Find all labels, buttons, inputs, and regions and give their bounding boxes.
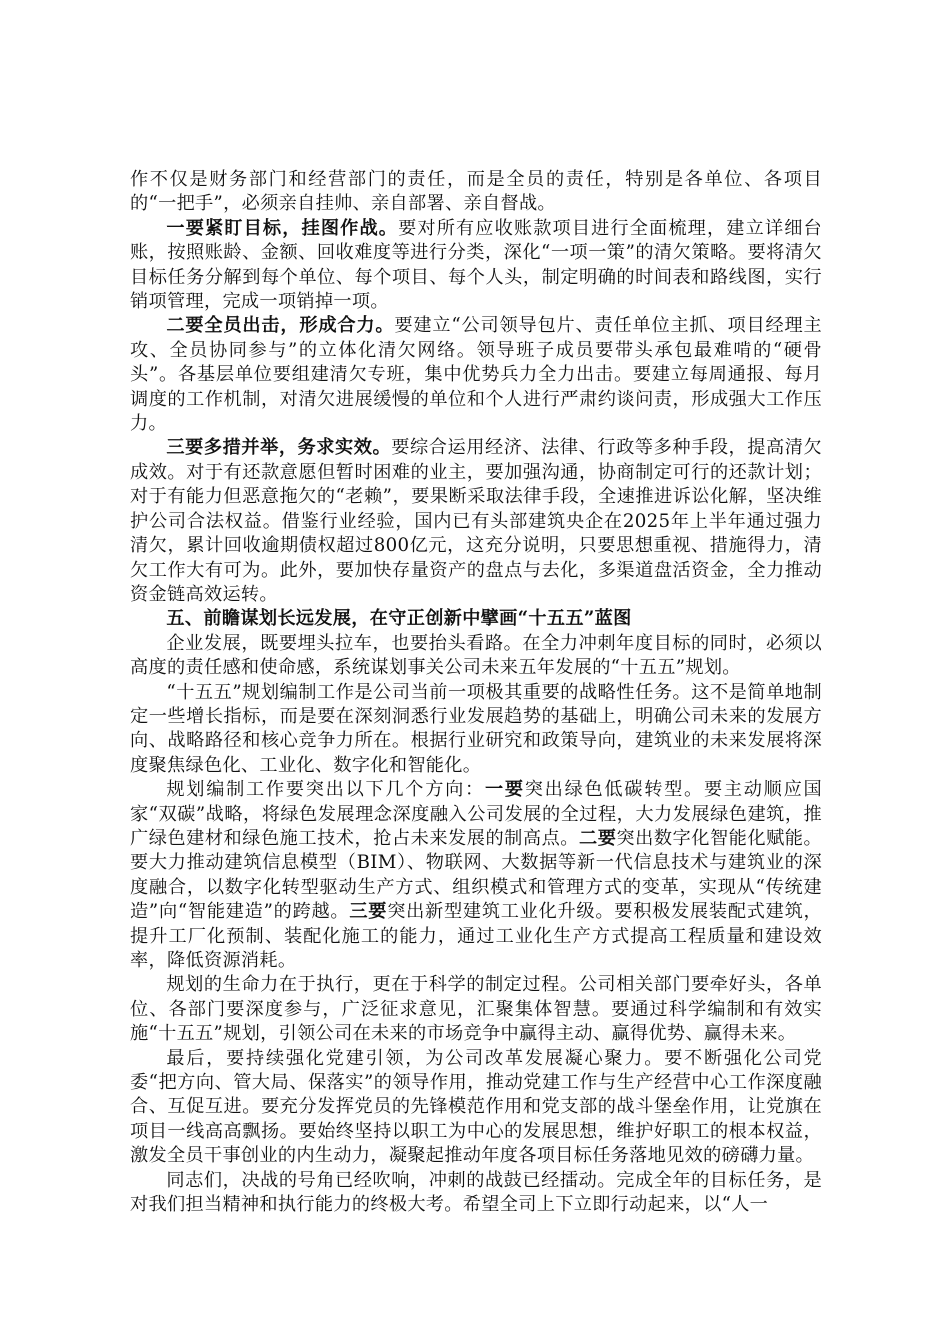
paragraph-all-staff [130, 314, 822, 436]
section-heading-5: 五、前瞻谋划长远发展，在守正创新中擘画“十五五”蓝图 [166, 608, 632, 630]
paragraph-plan-task: “十五五”规划编制工作是公司当前一项极其重要的战略性任务。这不是简单地制定一些增长指标，而是要在深刻洞悉行业发展趋势的基础上，明确公司未来的发展方向、战略路径和核心竞争力所在。根据行业研究和政策导向，建筑业的未来发展将深度聚焦绿色化、工业化、数字化和智能化。 [130, 681, 822, 776]
paragraph-closing: 同志们，决战的号角已经吹响，冲刺的战鼓已经擂动。完成全年的目标任务，是对我们担当精神和执行能力的终极大考。希望全司上下立即行动起来，以“人一 [130, 1169, 822, 1216]
paragraph-plan-directions [130, 778, 822, 973]
point-body-3: 要综合运用经济、法律、行政等多种手段，提高清欠成效。对于有还款意愿但暂时困难的业主，要加强沟通，协商制定可行的还款计划；对于有能力但恶意拖欠的“老赖”，要果断采取法律手段，全速推进诉讼化解，坚决维护公司合法权益。借鉴行业经验，国内已有头部建筑央企在2025年上半年通过强力清欠，累计回收逾期债权超过800亿元，这充分说明，只要思想重视、措施得力，清欠工作大有可为。此外，要加快存量资产的盘点与去化，多渠道盘活资金，全力推动资金链高效运转。 [130, 437, 822, 605]
direction-lead-3: 三要 [349, 901, 388, 923]
point-lead-2: 二要全员出击，形成合力。 [166, 315, 395, 337]
document-page [130, 168, 822, 1217]
directions-intro: 规划编制工作要突出以下几个方向： [166, 779, 485, 801]
point-body-2: 要建立“公司领导包片、责任单位主抓、项目经理主攻、全员协同参与”的立体化清欠网络。领导班子成员要带头承包最难啃的“硬骨头”。各基层单位要组建清欠专班，集中优势兵力全力出击。要建立每周通报、每月调度的工作机制，对清欠进展缓慢的单位和个人进行严肃约谈问责，形成强大工作压力。 [130, 315, 822, 435]
direction-lead-2: 二要 [579, 827, 617, 849]
paragraph-party-building: 最后，要持续强化党建引领，为公司改革发展凝心聚力。要不断强化公司党委“把方向、管大局、保落实”的领导作用，推动党建工作与生产经营中心工作深度融合、互促互进。要充分发挥党员的先锋模范作用和党支部的战斗堡垒作用，让党旗在项目一线高高飘扬。要始终坚持以职工为中心的发展思想，维护好职工的根本权益，激发全员干事创业的内生动力，凝聚起推动年度各项目标任务落地见效的磅礴力量。 [130, 1047, 822, 1167]
paragraph-execution: 规划的生命力在于执行，更在于科学的制定过程。公司相关部门要牵好头，各单位、各部门要深度参与，广泛征求意见，汇聚集体智慧。要通过科学编制和有效实施“十五五”规划，引领公司在未来的市场竞争中赢得主动、赢得优势、赢得未来。 [130, 974, 822, 1045]
paragraph-measures [130, 436, 822, 607]
point-body-1: 要对所有应收账款项目进行全面梳理，建立详细台账，按照账龄、金额、回收难度等进行分类，深化“一项一策”的清欠策略。要将清欠目标任务分解到每个单位、每个项目、每个人头，制定明确的时间表和路线图，实行销项管理，完成一项销掉一项。 [130, 217, 822, 313]
point-lead-1: 一要紧盯目标，挂图作战。 [166, 217, 399, 239]
direction-body-3: 突出新型建筑工业化升级。要积极发展装配式建筑，提升工厂化预制、装配化施工的能力，通过工业化生产方式提高工程质量和建设效率，降低资源消耗。 [130, 901, 823, 971]
direction-lead-1: 一要 [484, 779, 525, 801]
direction-body-2: 突出数字化智能化赋能。要大力推动建筑信息模型（BIM）、物联网、大数据等新一代信息技术与建筑业的深度融合，以数字化转型驱动生产方式、组织模式和管理方式的变革，实现从“传统建造”向“智能建造”的跨越。 [130, 827, 822, 923]
paragraph-development: 企业发展，既要埋头拉车，也要抬头看路。在全力冲刺年度目标的同时，必须以高度的责任感和使命感，系统谋划事关公司未来五年发展的“十五五”规划。 [130, 632, 822, 679]
paragraph-intro: 作不仅是财务部门和经营部门的责任，而是全员的责任，特别是各单位、各项目的“一把手”，必须亲自挂帅、亲自部署、亲自督战。 [130, 169, 822, 215]
paragraph-target [130, 217, 822, 315]
direction-body-1: 突出绿色低碳转型。要主动顺应国家“双碳”战略，将绿色发展理念深度融入公司发展的全过程，大力发展绿色建筑，推广绿色建材和绿色施工技术，抢占未来发展的制高点。 [130, 779, 822, 849]
point-lead-3: 三要多措并举，务求实效。 [166, 437, 392, 459]
